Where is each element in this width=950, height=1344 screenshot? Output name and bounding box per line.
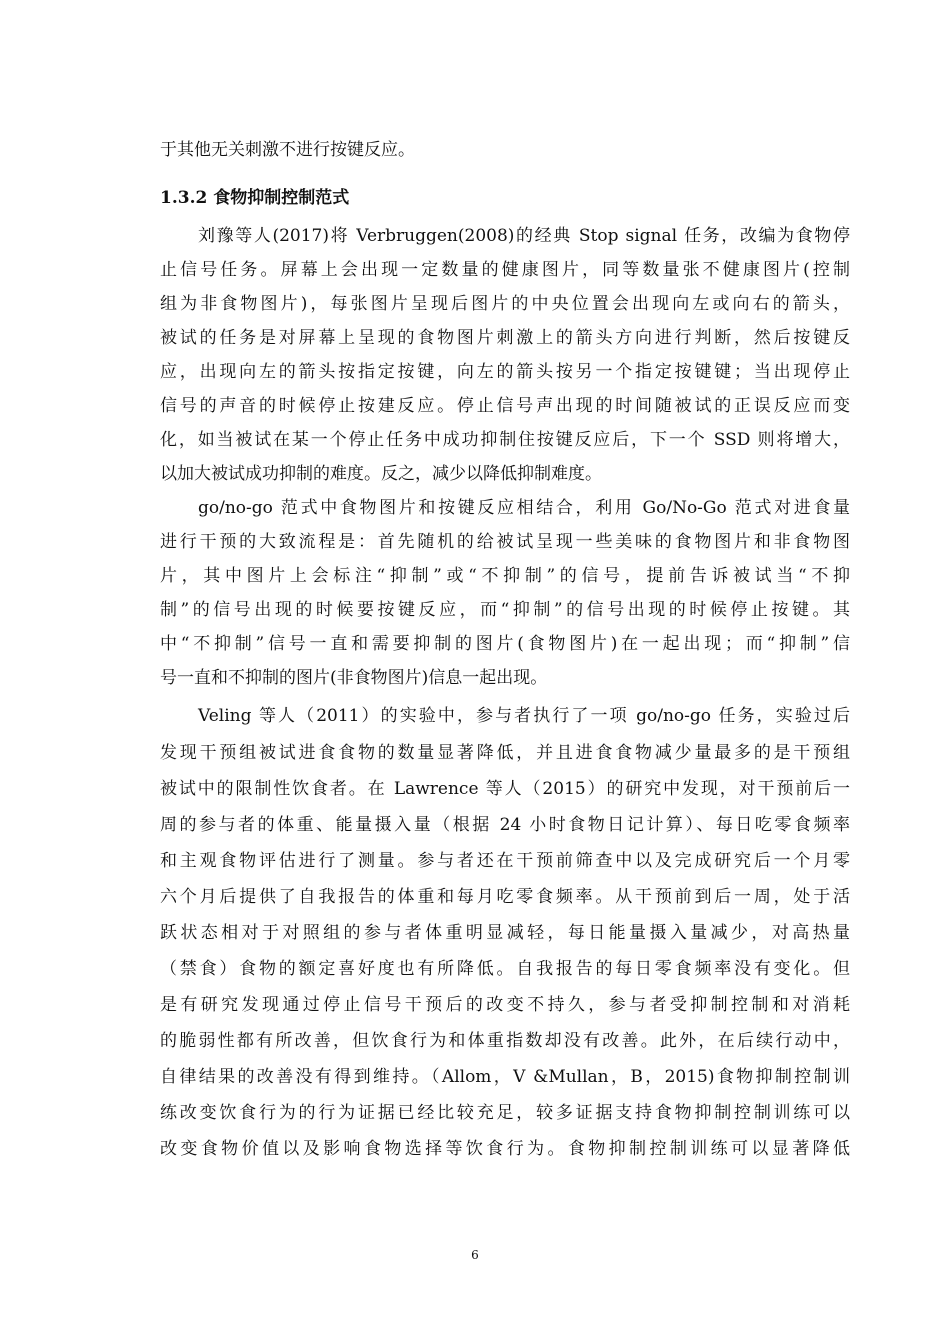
page-number: 6 [471, 1248, 479, 1262]
text-line: 刘豫等人(2017)将 Verbruggen(2008)的经典 Stop signal 任务，改编为食物停 [198, 226, 850, 246]
text-line: 发现干预组被试进食食物的数量显著降低，并且进食食物减少量最多的是干预组 [160, 743, 850, 763]
text-line: 应，出现向左的箭头按指定按键，向左的箭头按另一个指定按键键；当出现停止 [160, 362, 850, 382]
text-line: 以加大被试成功抑制的难度。反之，减少以降低抑制难度。 [160, 464, 602, 484]
text-line: 化，如当被试在某一个停止任务中成功抑制住按键反应后，下一个 SSD 则将增大， [160, 430, 850, 450]
text-line: 号一直和不抑制的图片(非食物图片)信息一起出现。 [160, 668, 548, 688]
text-line: 跃状态相对于对照组的参与者体重明显减轻，每日能量摄入量减少，对高热量 [160, 923, 850, 943]
text-line: 进行干预的大致流程是：首先随机的给被试呈现一些美味的食物图片和非食物图 [160, 532, 850, 552]
text-line: 和主观食物评估进行了测量。参与者还在干预前筛查中以及完成研究后一个月零 [160, 851, 850, 871]
text-line: 被试中的限制性饮食者。在 Lawrence 等人（2015）的研究中发现，对干预前后一 [160, 779, 850, 799]
text-line: Veling 等人（2011）的实验中，参与者执行了一项 go/no-go 任务，实验过后 [198, 706, 850, 726]
text-line: 制”的信号出现的时候要按键反应，而“抑制”的信号出现的时候停止按键。其 [160, 600, 850, 620]
text-line: go/no-go 范式中食物图片和按键反应相结合，利用 Go/No-Go 范式对进食量 [198, 498, 850, 518]
text-line: 片，其中图片上会标注“抑制”或“不抑制”的信号，提前告诉被试当“不抑 [160, 566, 850, 586]
text-line: 自律结果的改善没有得到维持。（Allom，V &Mullan，B，2015)食物抑制控制训 [160, 1067, 850, 1087]
text-line: 止信号任务。屏幕上会出现一定数量的健康图片，同等数量张不健康图片(控制 [160, 260, 850, 280]
intro-line: 于其他无关刺激不进行按键反应。 [160, 140, 415, 160]
text-line: 的脆弱性都有所改善，但饮食行为和体重指数却没有改善。此外，在后续行动中， [160, 1031, 850, 1051]
text-line: 改变食物价值以及影响食物选择等饮食行为。食物抑制控制训练可以显著降低 [160, 1139, 850, 1159]
text-line: 六个月后提供了自我报告的体重和每月吃零食频率。从干预前到后一周，处于活 [160, 887, 850, 907]
text-line: 是有研究发现通过停止信号干预后的改变不持久，参与者受抑制控制和对消耗 [160, 995, 850, 1015]
text-line: 被试的任务是对屏幕上呈现的食物图片刺激上的箭头方向进行判断，然后按键反 [160, 328, 850, 348]
section-heading: 1.3.2 食物抑制控制范式 [160, 188, 350, 208]
text-line: 组为非食物图片)，每张图片呈现后图片的中央位置会出现向左或向右的箭头， [160, 294, 850, 314]
text-line: 信号的声音的时候停止按建反应。停止信号声出现的时间随被试的正误反应而变 [160, 396, 850, 416]
text-line: 练改变饮食行为的行为证据已经比较充足，较多证据支持食物抑制控制训练可以 [160, 1103, 850, 1123]
text-line: （禁食）食物的额定喜好度也有所降低。自我报告的每日零食频率没有变化。但 [160, 959, 850, 979]
text-line: 中“不抑制”信号一直和需要抑制的图片(食物图片)在一起出现；而“抑制”信 [160, 634, 850, 654]
text-line: 周的参与者的体重、能量摄入量（根据 24 小时食物日记计算）、每日吃零食频率 [160, 815, 850, 835]
